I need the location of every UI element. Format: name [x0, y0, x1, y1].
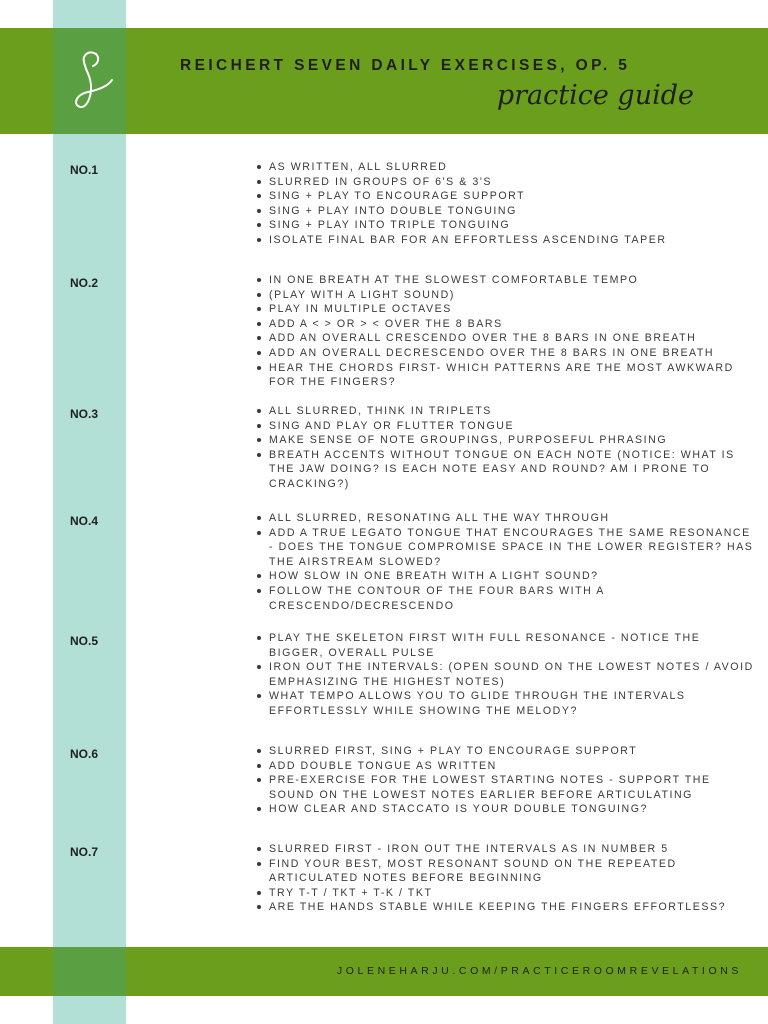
page-title: REICHERT SEVEN DAILY EXERCISES, OP. 5 — [180, 57, 631, 74]
list-item: SING + PLAY INTO TRIPLE TONGUING — [255, 218, 755, 233]
list-item: HOW SLOW IN ONE BREATH WITH A LIGHT SOUND? — [255, 569, 755, 584]
list-item: TRY T-T / TKT + T-K / TKT — [255, 886, 755, 901]
list-item: ADD AN OVERALL DECRESCENDO OVER THE 8 BARS IN ONE BREATH — [255, 346, 755, 361]
exercise-label-7: NO.7 — [70, 845, 99, 859]
list-item: FIND YOUR BEST, MOST RESONANT SOUND ON THE REPEATED ARTICULATED NOTES BEFORE BEGINNING — [255, 857, 755, 886]
list-item: FOLLOW THE CONTOUR OF THE FOUR BARS WITH A CRESCENDO/DECRESCENDO — [255, 584, 755, 613]
list-item: PRE-EXERCISE FOR THE LOWEST STARTING NOTES - SUPPORT THE SOUND ON THE LOWEST NOTES EARLIER BEFORE ARTICULATING — [255, 773, 755, 802]
list-item: HEAR THE CHORDS FIRST- WHICH PATTERNS ARE THE MOST AWKWARD FOR THE FINGERS? — [255, 361, 755, 390]
exercise-list-6 — [255, 744, 755, 817]
list-item: AS WRITTEN, ALL SLURRED — [255, 160, 755, 175]
list-item: SING + PLAY TO ENCOURAGE SUPPORT — [255, 189, 755, 204]
exercise-label-1: NO.1 — [70, 163, 99, 177]
exercise-list-2 — [255, 273, 755, 390]
list-item: (PLAY WITH A LIGHT SOUND) — [255, 288, 755, 303]
list-item: PLAY THE SKELETON FIRST WITH FULL RESONANCE - NOTICE THE BIGGER, OVERALL PULSE — [255, 631, 755, 660]
page-subtitle: practice guide — [496, 80, 694, 111]
footer-url: JOLENEHARJU.COM/PRACTICEROOMREVELATIONS — [336, 965, 742, 977]
exercise-list-5 — [255, 631, 755, 719]
list-item: HOW CLEAR AND STACCATO IS YOUR DOUBLE TONGUING? — [255, 802, 755, 817]
exercise-list-7 — [255, 842, 755, 915]
exercise-label-4: NO.4 — [70, 514, 99, 528]
list-item: ALL SLURRED, THINK IN TRIPLETS — [255, 404, 755, 419]
exercise-label-3: NO.3 — [70, 407, 99, 421]
footer-stripe — [53, 947, 126, 996]
exercise-list-1 — [255, 160, 755, 248]
list-item: ARE THE HANDS STABLE WHILE KEEPING THE FINGERS EFFORTLESS? — [255, 900, 755, 915]
list-item: SLURRED IN GROUPS OF 6'S & 3'S — [255, 175, 755, 190]
list-item: IRON OUT THE INTERVALS: (OPEN SOUND ON THE LOWEST NOTES / AVOID EMPHASIZING THE HIGHEST NOTES) — [255, 660, 755, 689]
list-item: WHAT TEMPO ALLOWS YOU TO GLIDE THROUGH THE INTERVALS EFFORTLESSLY WHILE SHOWING THE MELODY? — [255, 689, 755, 718]
list-item: MAKE SENSE OF NOTE GROUPINGS, PURPOSEFUL PHRASING — [255, 433, 755, 448]
list-item: SING AND PLAY OR FLUTTER TONGUE — [255, 419, 755, 434]
list-item: ADD A TRUE LEGATO TONGUE THAT ENCOURAGES THE SAME RESONANCE - DOES THE TONGUE COMPROMISE SPACE IN THE LOWER REGISTER? HAS THE AIRSTREAM SLOWED? — [255, 526, 755, 570]
script-j-logo-icon — [60, 48, 120, 114]
exercise-label-2: NO.2 — [70, 276, 99, 290]
exercise-list-3 — [255, 404, 755, 492]
list-item: ADD A < > OR > < OVER THE 8 BARS — [255, 317, 755, 332]
list-item: PLAY IN MULTIPLE OCTAVES — [255, 302, 755, 317]
list-item: SLURRED FIRST, SING + PLAY TO ENCOURAGE SUPPORT — [255, 744, 755, 759]
list-item: BREATH ACCENTS WITHOUT TONGUE ON EACH NOTE (NOTICE: WHAT IS THE JAW DOING? IS EACH NOTE EASY AND ROUND? AM I PRONE TO CRACKING?) — [255, 448, 755, 492]
list-item: SING + PLAY INTO DOUBLE TONGUING — [255, 204, 755, 219]
exercise-list-4 — [255, 511, 755, 613]
list-item: ADD DOUBLE TONGUE AS WRITTEN — [255, 759, 755, 774]
exercise-label-6: NO.6 — [70, 747, 99, 761]
list-item: ISOLATE FINAL BAR FOR AN EFFORTLESS ASCENDING TAPER — [255, 233, 755, 248]
exercise-label-5: NO.5 — [70, 634, 99, 648]
list-item: SLURRED FIRST - IRON OUT THE INTERVALS AS IN NUMBER 5 — [255, 842, 755, 857]
side-stripe — [53, 0, 126, 1024]
list-item: IN ONE BREATH AT THE SLOWEST COMFORTABLE TEMPO — [255, 273, 755, 288]
list-item: ADD AN OVERALL CRESCENDO OVER THE 8 BARS IN ONE BREATH — [255, 331, 755, 346]
list-item: ALL SLURRED, RESONATING ALL THE WAY THROUGH — [255, 511, 755, 526]
